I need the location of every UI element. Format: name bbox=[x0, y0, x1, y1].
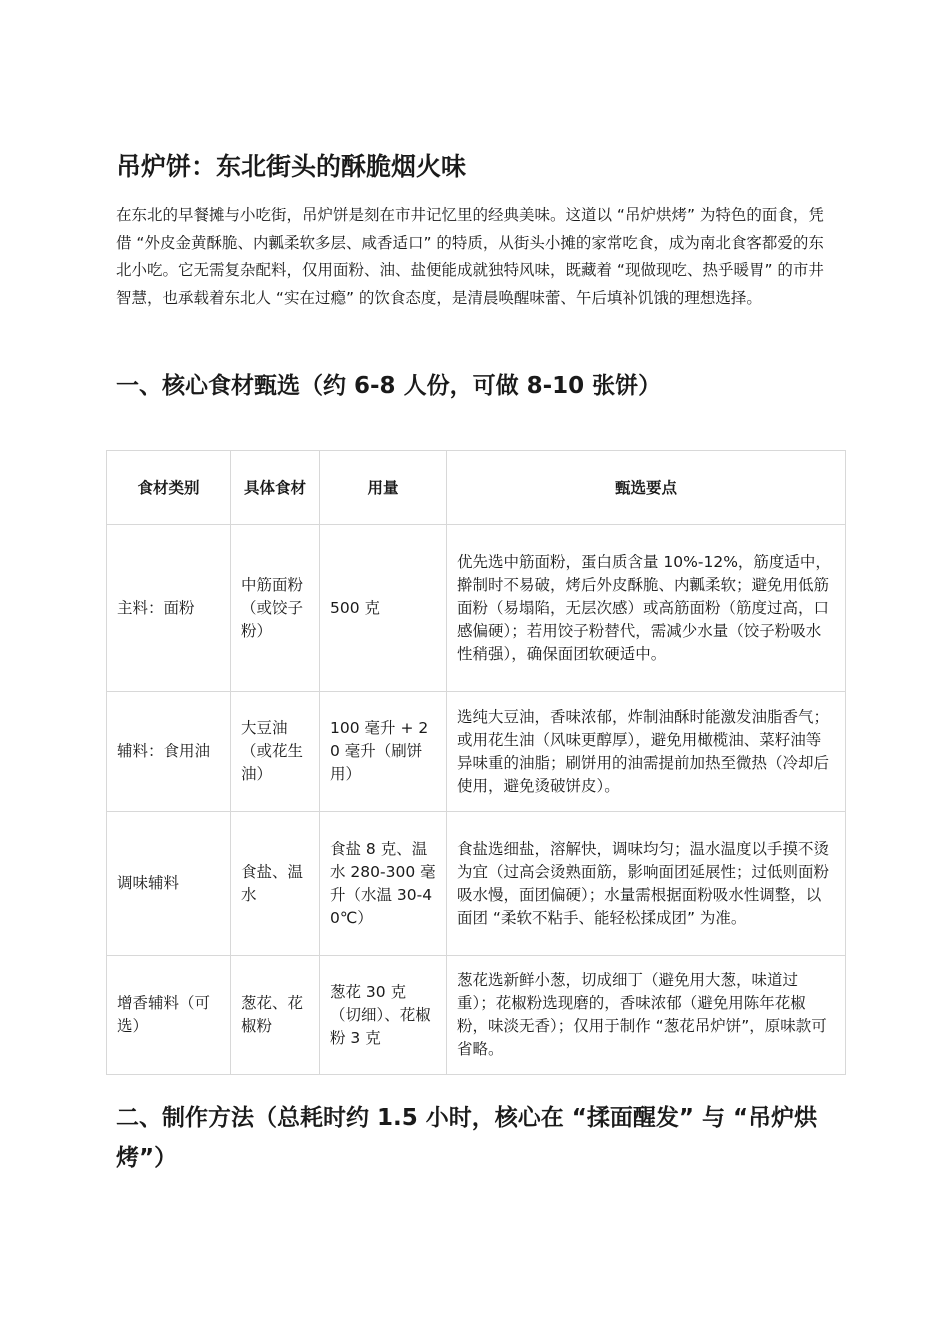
intro-paragraph: 在东北的早餐摊与小吃街，吊炉饼是刻在市井记忆里的经典美味。这道以 “吊炉烘烤” 为特色的面食，凭借 “外皮金黄酥脆、内瓤柔软多层、咸香适口” 的特质，从街头小摊的家常吃食，成为南北食客都爱的东北小吃。它无需复杂配料，仅用面粉、油、盐便能成就独特风味，既藏着 “现做现吃、热乎暖胃” 的市井智慧，也承载着东北人 “实在过瘾” 的饮食态度，是清晨唤醒味蕾、午后填补饥饿的理想选择。 bbox=[116, 206, 824, 307]
category-cell: 主料：面粉 bbox=[107, 525, 231, 692]
table-row bbox=[107, 692, 846, 812]
table-header-cell: 食材类别 bbox=[107, 451, 231, 525]
ingredient-cell: 葱花、花椒粉 bbox=[231, 956, 320, 1075]
table-header-cell: 具体食材 bbox=[231, 451, 320, 525]
amount-cell: 食盐 8 克、温水 280-300 毫升（水温 30-40℃） bbox=[320, 812, 447, 956]
category-cell: 增香辅料（可选） bbox=[107, 956, 231, 1075]
tips-cell: 食盐选细盐，溶解快，调味均匀；温水温度以手摸不烫为宜（过高会烫熟面筋，影响面团延展性；过低则面粉吸水慢，面团偏硬）；水量需根据面粉吸水性调整，以面团 “柔软不粘手、能轻松揉成团” 为准。 bbox=[447, 812, 846, 956]
section-heading-method: 二、制作方法（总耗时约 1.5 小时，核心在 “揉面醒发” 与 “吊炉烘烤”） bbox=[116, 1105, 818, 1171]
table-header-cell: 用量 bbox=[320, 451, 447, 525]
table-row bbox=[107, 525, 846, 692]
amount-cell: 500 克 bbox=[320, 525, 447, 692]
table-row bbox=[107, 812, 846, 956]
table-row bbox=[107, 956, 846, 1075]
section-heading-ingredients: 一、核心食材甄选（约 6-8 人份，可做 8-10 张饼） bbox=[116, 373, 662, 399]
ingredient-cell: 食盐、温水 bbox=[231, 812, 320, 956]
table-header-cell: 甄选要点 bbox=[447, 451, 846, 525]
amount-cell: 葱花 30 克（切细）、花椒粉 3 克 bbox=[320, 956, 447, 1075]
tips-cell: 优先选中筋面粉，蛋白质含量 10%-12%，筋度适中，擀制时不易破，烤后外皮酥脆、内瓤柔软；避免用低筋面粉（易塌陷，无层次感）或高筋面粉（筋度过高，口感偏硬）；若用饺子粉替代，需减少水量（饺子粉吸水性稍强），确保面团软硬适中。 bbox=[447, 525, 846, 692]
category-cell: 辅料：食用油 bbox=[107, 692, 231, 812]
ingredient-cell: 大豆油（或花生油） bbox=[231, 692, 320, 812]
ingredient-cell: 中筋面粉（或饺子粉） bbox=[231, 525, 320, 692]
ingredients-table bbox=[106, 450, 846, 1075]
category-cell: 调味辅料 bbox=[107, 812, 231, 956]
tips-cell: 选纯大豆油，香味浓郁，炸制油酥时能激发油脂香气；或用花生油（风味更醇厚），避免用橄榄油、菜籽油等异味重的油脂；刷饼用的油需提前加热至微热（冷却后使用，避免烫破饼皮）。 bbox=[447, 692, 846, 812]
page-title: 吊炉饼：东北街头的酥脆烟火味 bbox=[116, 152, 467, 181]
tips-cell: 葱花选新鲜小葱，切成细丁（避免用大葱，味道过重）；花椒粉选现磨的，香味浓郁（避免用陈年花椒粉，味淡无香）；仅用于制作 “葱花吊炉饼”，原味款可省略。 bbox=[447, 956, 846, 1075]
amount-cell: 100 毫升 + 20 毫升（刷饼用） bbox=[320, 692, 447, 812]
table-header-row bbox=[107, 451, 846, 525]
